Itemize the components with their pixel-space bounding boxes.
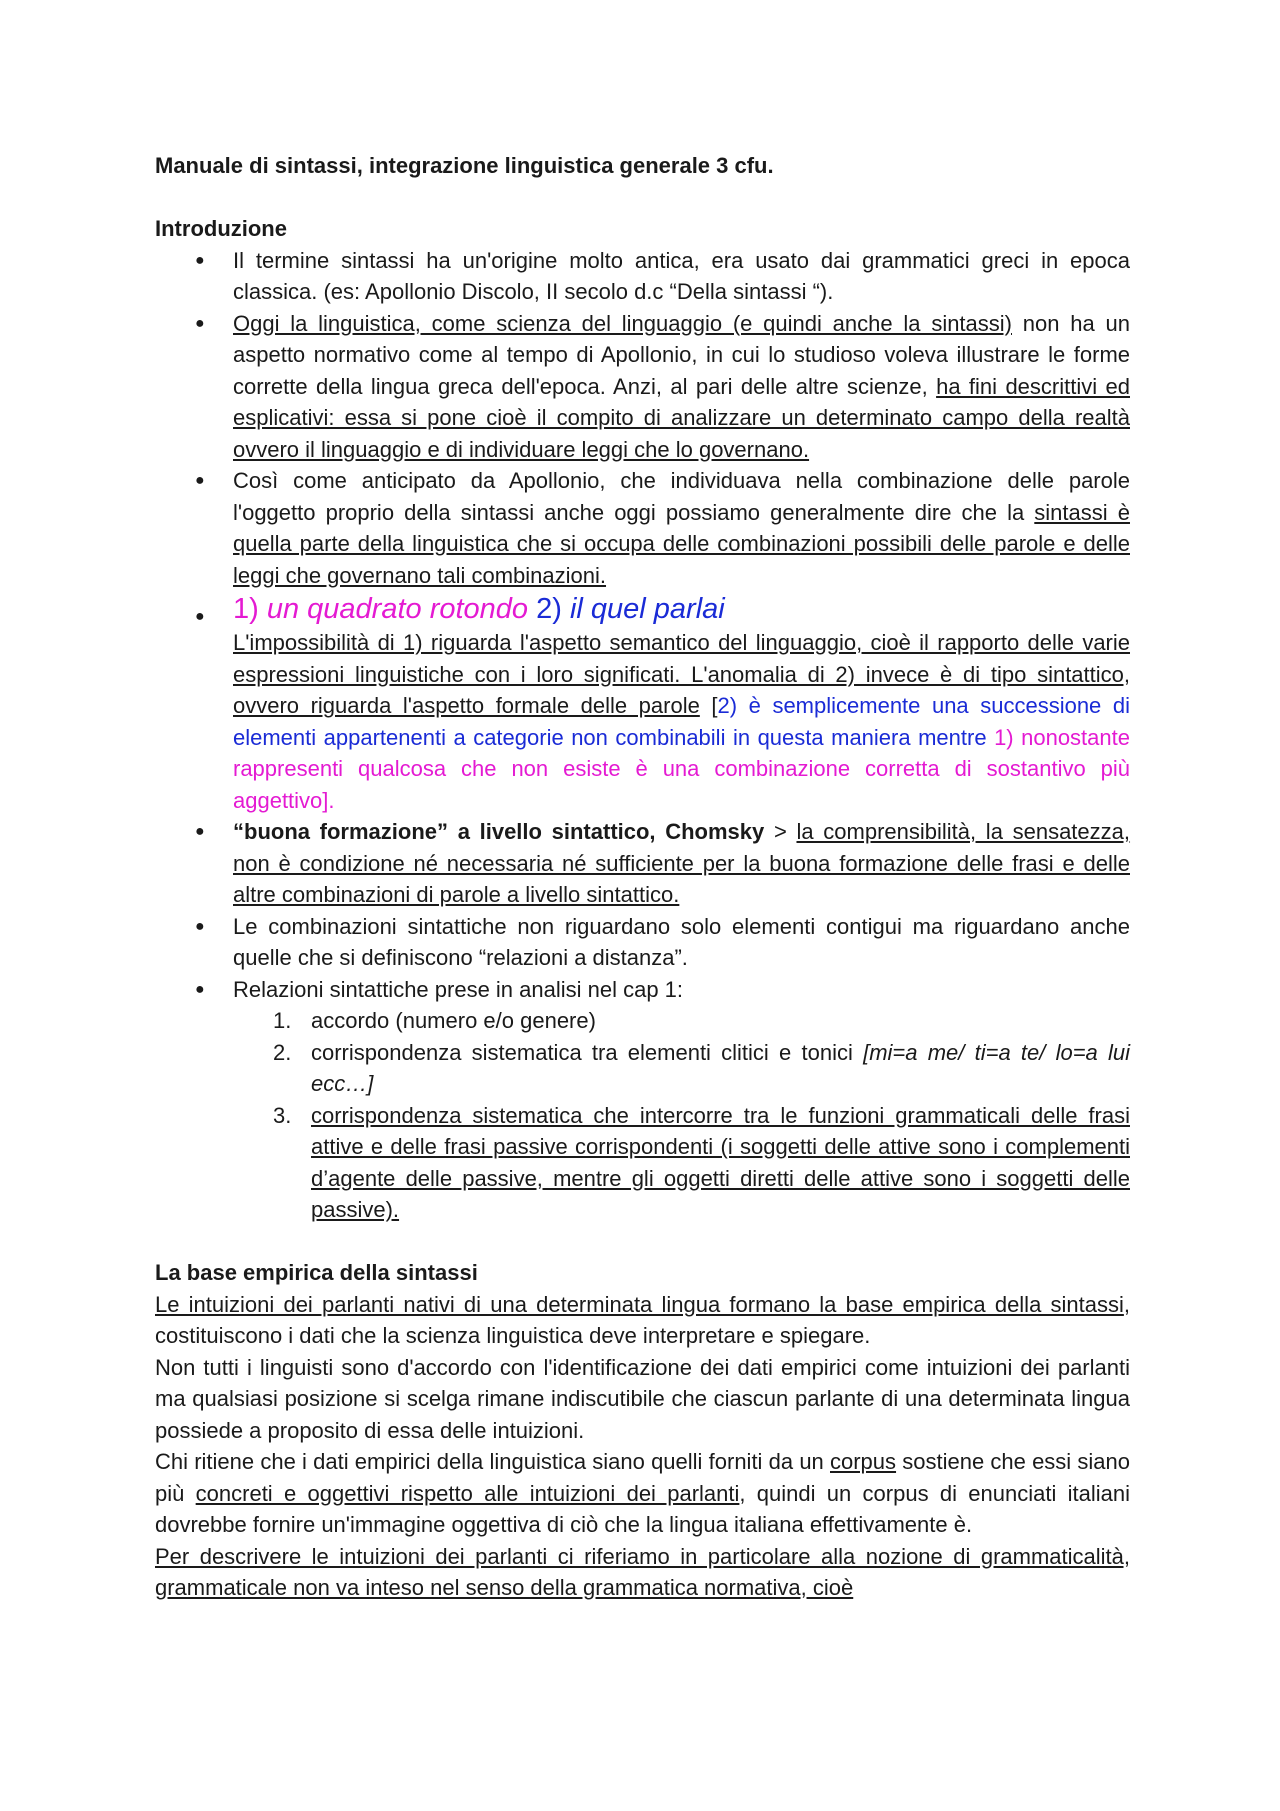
underlined-text: L'impossibilità di 1) riguarda l'aspetto semantico del linguaggio, cioè il rapporto delle varie espressioni linguistiche con i loro significati. L'anomalia di 2) invece è di tipo sintattico, ovvero riguarda l'aspetto formale delle parole bbox=[233, 630, 1130, 718]
example-text: un quadrato rotondo bbox=[266, 593, 529, 625]
item-text: accordo (numero e/o genere) bbox=[311, 1008, 596, 1033]
bullet-text: Il termine sintassi ha un'origine molto antica, era usato dai grammatici greci in epoca classica. (es: Apollonio Discolo, II secolo d.c “Della sintassi “). bbox=[233, 247, 1130, 304]
item-number: 3. bbox=[273, 1102, 292, 1128]
bold-text: “buona formazione” a livello sintattico, Chomsky bbox=[233, 819, 765, 844]
bullet-item bbox=[155, 308, 1130, 466]
underlined-text: concreti e oggettivi rispetto alle intuizioni dei parlanti bbox=[195, 1480, 740, 1506]
item-number: 1. bbox=[273, 1008, 292, 1033]
bullet-item bbox=[155, 911, 1130, 974]
intro-bullet-list bbox=[155, 245, 1130, 1226]
underlined-text: Le intuizioni dei parlanti nativi di una determinata lingua formano la base empirica della sintassi bbox=[155, 1291, 1124, 1317]
paragraph bbox=[155, 1289, 1130, 1352]
paragraph-text: , costituiscono i dati che la scienza linguistica deve interpretare e spiegare. bbox=[155, 1291, 1130, 1348]
pink-text: 1) nonostante rappresenti qualcosa che non esiste è una combinazione corretta di sostantivo più aggettivo]. bbox=[233, 724, 1130, 813]
relations-numbered-list bbox=[233, 1005, 1130, 1226]
section-heading-introduzione: Introduzione bbox=[155, 216, 287, 241]
paragraph bbox=[155, 1446, 1130, 1541]
bullet-text: [ bbox=[699, 693, 718, 718]
example-number: 1) bbox=[233, 593, 267, 625]
bullet-text: non ha un aspetto normativo come al tempo di Apollonio, in cui lo studioso voleva illustrare le forme corrette della lingua greca dell'epoca. Anzi, al pari delle altre scienze, bbox=[233, 310, 1130, 399]
example-number: 2) bbox=[528, 593, 570, 625]
underlined-text: corpus bbox=[830, 1449, 897, 1474]
paragraph-text: sostiene che essi siano più bbox=[155, 1449, 1130, 1506]
document-title: Manuale di sintassi, integrazione linguistica generale 3 cfu. bbox=[155, 153, 774, 178]
underlined-text: ha fini descrittivi ed esplicativi: essa si pone cioè il compito di analizzare un determinato campo della realtà ovvero il linguaggio e di individuare leggi che lo governano. bbox=[233, 373, 1130, 462]
bullet-item bbox=[155, 465, 1130, 591]
item-number: 2. bbox=[273, 1039, 292, 1065]
item-text: corrispondenza sistematica tra elementi clitici e tonici bbox=[311, 1039, 864, 1065]
examples-line bbox=[233, 591, 1130, 627]
numbered-item bbox=[233, 1100, 1130, 1226]
document-page bbox=[155, 150, 1130, 1604]
underlined-text: sintassi è quella parte della linguistica che si occupa delle combinazioni possibili delle parole e delle leggi che governano tali combinazioni. bbox=[233, 499, 1130, 588]
section-heading-base-empirica: La base empirica della sintassi bbox=[155, 1260, 478, 1285]
bullet-item-examples bbox=[155, 591, 1130, 816]
bullet-text: Così come anticipato da Apollonio, che individuava nella combinazione delle parole l'oggetto proprio della sintassi anche oggi possiamo generalmente dire che la bbox=[233, 468, 1130, 525]
numbered-item bbox=[233, 1037, 1130, 1100]
bullet-text: Le combinazioni sintattiche non riguardano solo elementi contigui ma riguardano anche quelle che si definiscono “relazioni a distanza”. bbox=[233, 913, 1130, 970]
example-text: il quel parlai bbox=[569, 593, 725, 625]
bullet-text: Relazioni sintattiche prese in analisi nel cap 1: bbox=[233, 976, 684, 1002]
bullet-text: > bbox=[764, 819, 797, 844]
underlined-text: Oggi la linguistica, come scienza del linguaggio (e quindi anche la sintassi) bbox=[233, 310, 1012, 336]
paragraph: Non tutti i linguisti sono d'accordo con l'identificazione dei dati empirici come intuizioni dei parlanti ma qualsiasi posizione si scelga rimane indiscutibile che ciascun parlante di una determinata lingua possiede a proposito di essa delle intuizioni. bbox=[155, 1354, 1130, 1443]
numbered-item bbox=[233, 1005, 1130, 1037]
examples-explanation bbox=[233, 627, 1130, 816]
paragraph: Per descrivere le intuizioni dei parlanti ci riferiamo in particolare alla nozione di grammaticalità, grammaticale non va inteso nel senso della grammatica normativa, cioè bbox=[155, 1543, 1130, 1600]
underlined-text: la comprensibilità, la sensatezza, non è condizione né necessaria né sufficiente per la buona formazione delle frasi e delle altre combinazioni di parole a livello sintattico. bbox=[233, 819, 1131, 907]
bullet-item bbox=[155, 816, 1130, 911]
paragraph-text: Chi ritiene che i dati empirici della linguistica siano quelli forniti da un bbox=[155, 1449, 830, 1474]
blue-text: 2) è semplicemente una successione di elementi appartenenti a categorie non combinabili in questa maniera mentre bbox=[233, 693, 1130, 750]
italic-text: [mi=a me/ ti=a te/ lo=a lui ecc…] bbox=[311, 1039, 1131, 1096]
paragraph-text: , quindi un corpus di enunciati italiani dovrebbe fornire un'immagine oggettiva di ciò che la lingua italiana effettivamente è. bbox=[155, 1480, 1130, 1537]
bullet-item bbox=[155, 974, 1130, 1226]
bullet-item bbox=[155, 245, 1130, 308]
underlined-text: corrispondenza sistematica che intercorre tra le funzioni grammaticali delle frasi attive e delle frasi passive corrispondenti (i soggetti delle attive sono i complementi d’agente delle passive, mentre gli oggetti diretti delle attive sono i soggetti delle passive). bbox=[311, 1102, 1130, 1222]
spacer bbox=[155, 182, 1130, 214]
